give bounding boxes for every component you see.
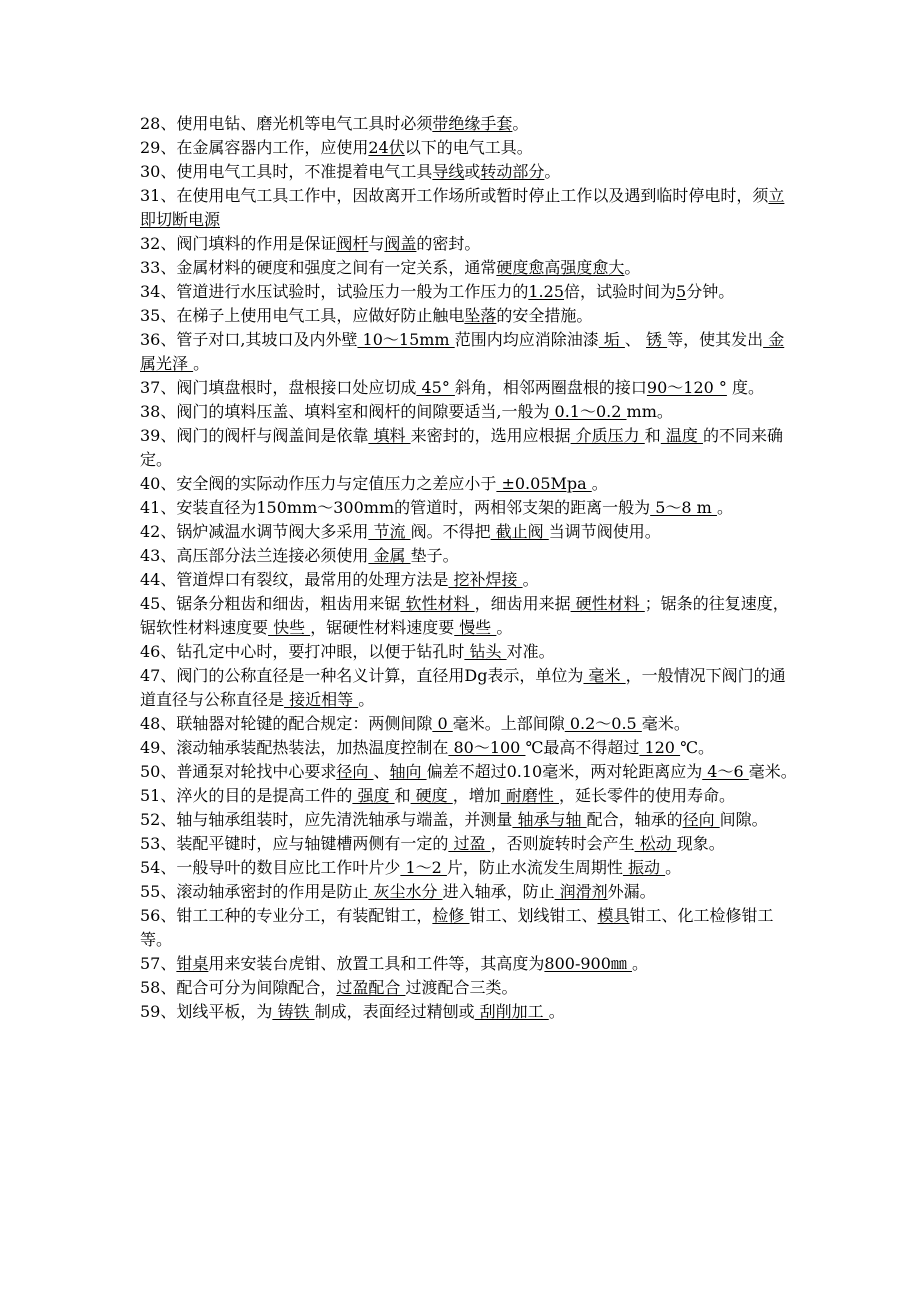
answer-blank: 导线 bbox=[432, 162, 465, 181]
question-text: 38、阀门的填料压盖、填料室和阀杆的间隙要适当,一般为 bbox=[140, 402, 550, 421]
answer-blank: 5 bbox=[676, 282, 687, 301]
question-item-44 bbox=[140, 568, 800, 592]
answer-blank: 刮削加工 bbox=[474, 1002, 549, 1021]
answer-blank: 0 bbox=[432, 714, 453, 733]
question-item-53 bbox=[140, 832, 800, 856]
answer-blank: 截止阀 bbox=[490, 522, 549, 541]
question-text: 31、在使用电气工具工作中，因故离开工作场所或暂时停止工作以及遇到临时停电时，须 bbox=[140, 186, 769, 205]
question-text: ；锯条的往复速度，锯软性材料速度要 bbox=[140, 594, 789, 637]
answer-blank: 4～6 bbox=[702, 762, 749, 781]
answer-blank: 挖补焊接 bbox=[448, 570, 523, 589]
question-item-34 bbox=[140, 280, 800, 304]
question-text: 毫米。 bbox=[748, 762, 797, 781]
question-text: 分钟。 bbox=[686, 282, 735, 301]
answer-blank: 介质压力 bbox=[570, 426, 645, 445]
question-text: ，细齿用来据 bbox=[474, 594, 571, 613]
question-text: 。 bbox=[544, 162, 561, 181]
answer-blank: 1～2 bbox=[400, 858, 447, 877]
question-text: 42、锅炉减温水调节阀大多采用 bbox=[140, 522, 369, 541]
question-text: 53、装配平键时，应与轴键槽两侧有一定的 bbox=[140, 834, 449, 853]
answer-blank: 温度 bbox=[660, 426, 703, 445]
answer-blank: 80～100 bbox=[448, 738, 526, 757]
question-text: 、 bbox=[624, 330, 646, 349]
question-text: 28、使用电钻、磨光机等电气工具时必须 bbox=[140, 114, 433, 133]
question-text: 。 bbox=[193, 354, 210, 373]
question-text: 范围内均应消除油漆 bbox=[454, 330, 599, 349]
answer-blank: 坠落 bbox=[464, 306, 497, 325]
question-item-49 bbox=[140, 736, 800, 760]
answer-blank: 检修 bbox=[432, 906, 470, 925]
question-text: 36、管子对口,其坡口及内外壁 bbox=[140, 330, 358, 349]
answer-blank: 硬度 bbox=[410, 786, 453, 805]
answer-blank: 灰尘水分 bbox=[368, 882, 443, 901]
question-text: ，否则旋转时会产生 bbox=[490, 834, 635, 853]
question-text: 斜角，相邻两圈盘根的接口 bbox=[454, 378, 647, 397]
answer-blank: 慢些 bbox=[454, 618, 497, 637]
question-item-36 bbox=[140, 328, 800, 376]
answer-blank: 45° bbox=[416, 378, 455, 397]
question-text: 。 bbox=[358, 690, 375, 709]
question-text: ，增加 bbox=[452, 786, 501, 805]
question-text: 。 bbox=[548, 1002, 565, 1021]
question-text: 48、联轴器对轮键的配合规定：两侧间隙 bbox=[140, 714, 433, 733]
question-text: 59、划线平板，为 bbox=[140, 1002, 273, 1021]
answer-blank: 立即切断电源 bbox=[140, 186, 785, 229]
question-text: 外漏。 bbox=[607, 882, 656, 901]
question-item-43 bbox=[140, 544, 800, 568]
question-text: 以下的电气工具。 bbox=[404, 138, 533, 157]
question-item-39 bbox=[140, 424, 800, 472]
question-text: 来密封的，选用应根据 bbox=[410, 426, 571, 445]
question-text: 32、阀门填料的作用是保证 bbox=[140, 234, 337, 253]
question-text: 35、在梯子上使用电气工具，应做好防止触电 bbox=[140, 306, 465, 325]
answer-blank: 800-900㎜ bbox=[544, 954, 632, 973]
answer-blank: 轴承与轴 bbox=[512, 810, 587, 829]
question-text: 。 bbox=[522, 570, 539, 589]
question-text: 和 bbox=[394, 786, 411, 805]
answer-blank: 硬性材料 bbox=[570, 594, 645, 613]
answer-blank: 0.2～0.5 bbox=[564, 714, 642, 733]
question-item-45 bbox=[140, 592, 800, 640]
question-text: 57、 bbox=[140, 954, 177, 973]
question-text: 和 bbox=[644, 426, 661, 445]
question-item-37 bbox=[140, 376, 800, 400]
question-item-54 bbox=[140, 856, 800, 880]
question-item-46 bbox=[140, 640, 800, 664]
question-text: 或 bbox=[464, 162, 481, 181]
answer-blank: 松动 bbox=[634, 834, 677, 853]
question-text: 39、阀门的阀杆与阀盖间是依靠 bbox=[140, 426, 369, 445]
question-text: 配合，轴承的 bbox=[586, 810, 683, 829]
question-text: 49、滚动轴承装配热装法，加热温度控制在 bbox=[140, 738, 449, 757]
question-text: 47、阀门的公称直径是一种名义计算，直径用Dg表示，单位为 bbox=[140, 666, 584, 685]
question-text: 40、安全阀的实际动作压力与定值压力之差应小于 bbox=[140, 474, 497, 493]
question-item-48 bbox=[140, 712, 800, 736]
question-text: 阀。不得把 bbox=[410, 522, 491, 541]
question-text: 29、在金属容器内工作，应使用 bbox=[140, 138, 369, 157]
answer-blank: 快些 bbox=[268, 618, 311, 637]
answer-blank: 90～120 ° bbox=[646, 378, 727, 397]
question-text: 。 bbox=[665, 858, 682, 877]
question-item-55 bbox=[140, 880, 800, 904]
question-text: 对准。 bbox=[506, 642, 555, 661]
question-item-30 bbox=[140, 160, 800, 184]
answer-blank: 铸铁 bbox=[272, 1002, 315, 1021]
question-text: 片，防止水流发生周期性 bbox=[446, 858, 623, 877]
answer-blank: 1.25 bbox=[528, 282, 564, 301]
question-text: ，延长零件的使用寿命。 bbox=[558, 786, 735, 805]
question-text: 钳工、划线钳工、 bbox=[469, 906, 598, 925]
question-text: 55、滚动轴承密封的作用是防止 bbox=[140, 882, 369, 901]
question-item-47 bbox=[140, 664, 800, 712]
question-item-42 bbox=[140, 520, 800, 544]
answer-blank: 径向 bbox=[336, 762, 374, 781]
answer-blank: 径向 bbox=[682, 810, 720, 829]
question-item-59 bbox=[140, 1000, 800, 1024]
answer-blank: 阀盖 bbox=[384, 234, 417, 253]
question-text: 过渡配合三类。 bbox=[405, 978, 518, 997]
question-text: 毫米。上部间隙 bbox=[452, 714, 565, 733]
question-text: ，锯硬性材料速度要 bbox=[310, 618, 455, 637]
answer-blank: 转动部分 bbox=[480, 162, 545, 181]
question-text: 进入轴承，防止 bbox=[442, 882, 555, 901]
answer-blank: 0.1～0.2 bbox=[549, 402, 627, 421]
question-text: 。 bbox=[631, 954, 648, 973]
question-text: 58、配合可分为间隙配合， bbox=[140, 978, 337, 997]
question-text: 33、金属材料的硬度和强度之间有一定关系，通常 bbox=[140, 258, 497, 277]
question-text: 的安全措施。 bbox=[496, 306, 593, 325]
question-text: 。 bbox=[591, 474, 608, 493]
question-text: 。 bbox=[512, 114, 529, 133]
question-text: 钳工、化工检修钳工等。 bbox=[140, 906, 774, 949]
question-text: 50、普通泵对轮找中心要求 bbox=[140, 762, 337, 781]
answer-blank: 金属光泽 bbox=[140, 330, 785, 373]
answer-blank: 120 bbox=[639, 738, 681, 757]
question-item-35 bbox=[140, 304, 800, 328]
answer-blank: 钻头 bbox=[464, 642, 507, 661]
question-item-29 bbox=[140, 136, 800, 160]
question-text: 等，使其发出 bbox=[667, 330, 764, 349]
answer-blank: 过盈 bbox=[448, 834, 491, 853]
question-text: 46、钻孔定中心时，要打冲眼，以便于钻孔时 bbox=[140, 642, 465, 661]
question-text: 毫米。 bbox=[641, 714, 690, 733]
question-text: 间隙。 bbox=[719, 810, 768, 829]
question-text: mm。 bbox=[626, 402, 673, 421]
question-text: 的不同来确定。 bbox=[140, 426, 783, 469]
question-item-28 bbox=[140, 112, 800, 136]
question-text: ℃。 bbox=[680, 738, 714, 757]
answer-blank: 节流 bbox=[368, 522, 411, 541]
question-text: 倍，试验时间为 bbox=[564, 282, 677, 301]
question-text: 41、安装直径为150mm～300mm的管道时，两相邻支架的距离一般为 bbox=[140, 498, 651, 517]
question-text: 34、管道进行水压试验时，试验压力一般为工作压力的 bbox=[140, 282, 529, 301]
question-text: 现象。 bbox=[676, 834, 725, 853]
question-text: 44、管道焊口有裂纹，最常用的处理方法是 bbox=[140, 570, 449, 589]
question-item-56 bbox=[140, 904, 800, 952]
answer-blank: 模具 bbox=[597, 906, 630, 925]
answer-blank: 毫米 bbox=[583, 666, 626, 685]
answer-blank: 24伏 bbox=[368, 138, 405, 157]
answer-blank: 接近相等 bbox=[284, 690, 359, 709]
answer-blank: 轴向 bbox=[389, 762, 427, 781]
document-body bbox=[140, 112, 800, 1024]
question-item-33 bbox=[140, 256, 800, 280]
question-item-57 bbox=[140, 952, 800, 976]
question-text: 30、使用电气工具时，不准提着电气工具 bbox=[140, 162, 433, 181]
answer-blank: 阀杆 bbox=[336, 234, 369, 253]
answer-blank: 带绝缘手套 bbox=[432, 114, 513, 133]
question-text: ℃最高不得超过 bbox=[525, 738, 640, 757]
question-item-58 bbox=[140, 976, 800, 1000]
question-item-41 bbox=[140, 496, 800, 520]
answer-blank: 钳桌 bbox=[176, 954, 209, 973]
question-text: 。 bbox=[716, 498, 733, 517]
answer-blank: 硬度愈高强度愈大 bbox=[496, 258, 625, 277]
answer-blank: 耐磨性 bbox=[500, 786, 559, 805]
answer-blank: 强度 bbox=[352, 786, 395, 805]
question-text: 56、钳工工种的专业分工，有装配钳工， bbox=[140, 906, 433, 925]
question-text: 度。 bbox=[726, 378, 765, 397]
question-text: 。 bbox=[496, 618, 513, 637]
question-text: 52、轴与轴承组装时，应先清洗轴承与端盖，并测量 bbox=[140, 810, 513, 829]
question-text: 43、高压部分法兰连接必须使用 bbox=[140, 546, 369, 565]
question-text: 用来安装台虎钳、放置工具和工件等，其高度为 bbox=[208, 954, 545, 973]
question-item-31 bbox=[140, 184, 800, 232]
question-item-52 bbox=[140, 808, 800, 832]
question-text: 的密封。 bbox=[416, 234, 481, 253]
answer-blank: 锈 bbox=[646, 330, 668, 349]
question-text: ，一般情况下阀门的通道直径与公称直径是 bbox=[140, 666, 786, 709]
question-item-50 bbox=[140, 760, 800, 784]
question-text: 37、阀门填盘根时，盘根接口处应切成 bbox=[140, 378, 417, 397]
question-text: 当调节阀使用。 bbox=[548, 522, 661, 541]
answer-blank: 振动 bbox=[622, 858, 666, 877]
question-text: 45、锯条分粗齿和细齿，粗齿用来锯 bbox=[140, 594, 401, 613]
question-text: 偏差不超过0.10毫米，两对轮距离应为 bbox=[426, 762, 703, 781]
answer-blank: 金属 bbox=[368, 546, 411, 565]
question-text: 与 bbox=[368, 234, 385, 253]
question-text: 垫子。 bbox=[410, 546, 459, 565]
answer-blank: 10～15mm bbox=[357, 330, 455, 349]
question-item-32 bbox=[140, 232, 800, 256]
question-text: 制成，表面经过精刨或 bbox=[314, 1002, 475, 1021]
question-text: 51、淬火的目的是提高工件的 bbox=[140, 786, 353, 805]
answer-blank: 5～8 m bbox=[650, 498, 717, 517]
question-text: 、 bbox=[373, 762, 390, 781]
answer-blank: 润滑剂 bbox=[554, 882, 608, 901]
question-item-40 bbox=[140, 472, 800, 496]
answer-blank: ±0.05Mpa bbox=[496, 474, 592, 493]
question-text: 54、一般导叶的数目应比工作叶片少 bbox=[140, 858, 401, 877]
answer-blank: 过盈配合 bbox=[336, 978, 406, 997]
answer-blank: 软性材料 bbox=[400, 594, 475, 613]
answer-blank: 填料 bbox=[368, 426, 411, 445]
answer-blank: 垢 bbox=[598, 330, 625, 349]
question-item-38 bbox=[140, 400, 800, 424]
question-text: 。 bbox=[624, 258, 641, 277]
question-item-51 bbox=[140, 784, 800, 808]
